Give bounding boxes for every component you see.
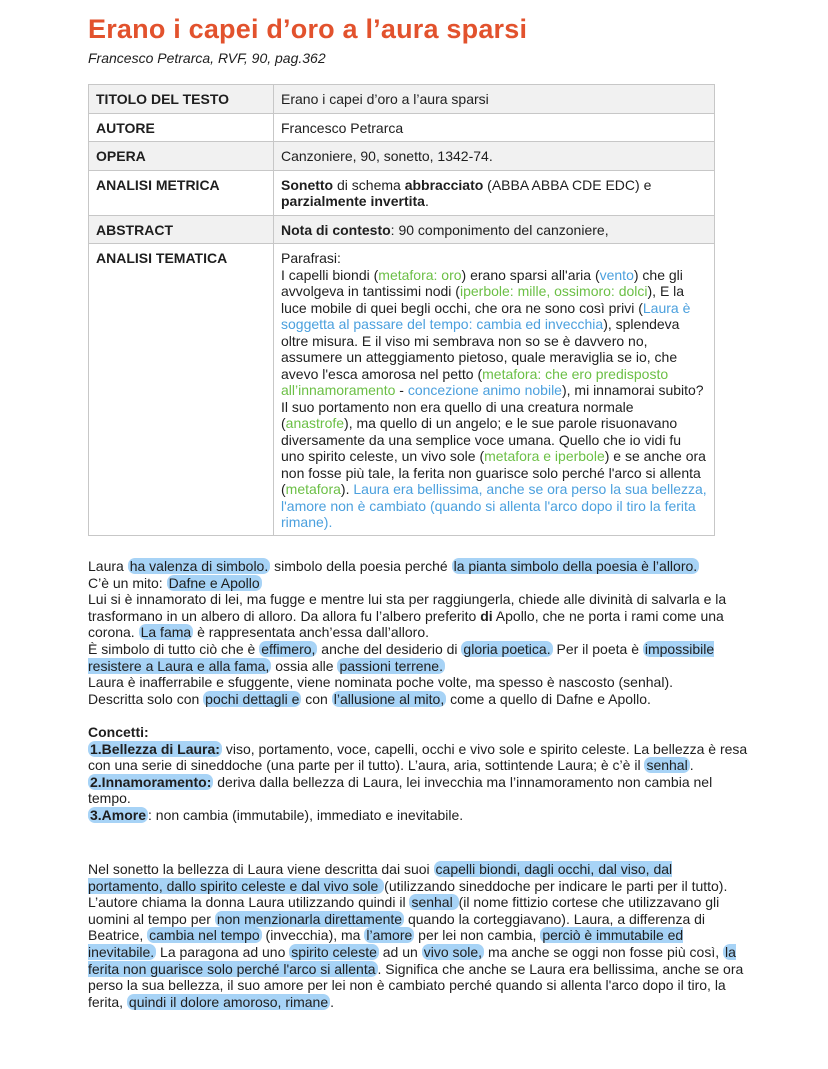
paragraph-laura-simbolo: Laura ha valenza di simbolo. simbolo della poesia perché la pianta simbolo della poesia è l’alloro. C’è un mito: Dafne e Apollo Lui si è innamorato di lei, ma fugge e mentre lui sta per raggiungerla, chiede alle divinità di salvarla e la trasformano in un albero di alloro. Da allora fu l’albero preferito di Apollo, che ne porta i rami come una corona. La fama è rappresentata anch’essa dall’alloro. È simbolo di tutto ciò che è effimero, anche del desiderio di gloria poetica. Per il poeta è impossibile resistere a Laura e alla fama, ossia alle passioni terrene. Laura è inafferrabile e sfuggente, viene nominata poche volte, ma spesso è nascosto (senhal). Descritta solo con pochi dettagli e con l’allusione al mito, come a quello di Dafne e Apollo. <box>88 558 727 707</box>
row-label: TITOLO DEL TESTO <box>89 85 274 114</box>
row-label: ABSTRACT <box>89 215 274 244</box>
row-value <box>274 244 715 536</box>
row-value: Nota di contesto: 90 componimento del canzoniere, <box>274 215 715 244</box>
parafrasi-text: I capelli biondi (metafora: oro) erano sparsi all'aria (vento) che gli avvolgeva in tantissimi nodi (iperbole: mille, ossimoro: dolci), E la luce mobile di quei begli occhi, che ora ne sono così privi (Laura è soggetta al passare del tempo: cambia ed invecchia), splendeva oltre misura. E il viso mi sembrava non so se è davvero no, assumere un atteggiamento pietoso, quale meraviglia se io, che avevo l'esca amorosa nel petto (metafora: che ero predisposto all’innamoramento - concezione animo nobile), mi innamorai subito? Il suo portamento non era quello di una creatura normale (anastrofe), ma quello di un angelo; e le sue parole risuonavano diversamente da una semplice voce umana. Quello che io vidi fu uno spirito celeste, un vivo sole (metafora e iperbole) e se anche ora non fosse più tale, la ferita non guarisce solo perché l'arco si allenta (metafora). Laura era bellissima, anche se ora perso la sua bellezza, l'amore non è cambiato (quando si allenta l'arco dopo il tiro la ferita rimane). <box>281 266 707 530</box>
table-row <box>89 113 715 142</box>
row-label: AUTORE <box>89 113 274 142</box>
row-label: ANALISI METRICA <box>89 170 274 215</box>
table-row <box>89 85 715 114</box>
parafrasi-label: Parafrasi: <box>281 250 341 266</box>
concetti-heading: Concetti: <box>88 724 149 740</box>
row-value: Francesco Petrarca <box>274 113 715 142</box>
row-value: Canzoniere, 90, sonetto, 1342-74. <box>274 142 715 171</box>
row-value: Sonetto di schema abbracciato (ABBA ABBA CDE EDC) e parzialmente invertita. <box>274 170 715 215</box>
concetto-item: 2.Innamoramento: deriva dalla bellezza di Laura, lei invecchia ma l’innamoramento non cambia nel tempo. <box>88 773 713 807</box>
table-row <box>89 244 715 536</box>
paragraph-sonetto: Nel sonetto la bellezza di Laura viene descritta dai suoi capelli biondi, dagli occhi, dal viso, dal portamento, dallo spirito celeste e dal vivo sole (utilizzando sineddoche per indicare le parti per il tutto). L’autore chiama la donna Laura utilizzando quindi il senhal (il nome fittizio cortese che utilizzavano gli uomini al tempo per non menzionarla direttamente quando la corteggiavano). Laura, a differenza di Beatrice, cambia nel tempo (invecchia), ma l’amore per lei non cambia, perciò è immutabile ed inevitabile. La paragona ad uno spirito celeste ad un vivo sole, ma anche se oggi non fosse più così, la ferita non guarisce solo perché l'arco si allenta . Significa che anche se Laura era bellissima, anche se ora perso la sua bellezza, il suo amore per lei non è cambiato perché quando si allenta l'arco dopo il tiro, la ferita, quindi il dolore amoroso, rimane . <box>88 861 744 1010</box>
row-label: ANALISI TEMATICA <box>89 244 274 536</box>
concetto-item: 1.Bellezza di Laura: viso, portamento, voce, capelli, occhi e vivo sole e spirito celeste. La bellezza è resa con una serie di sineddoche (una parte per il tutto). L’aura, aria, sottintende Laura; è c’è il senhal . <box>88 740 748 774</box>
document-title: Erano i capei d’oro a l’aura sparsi <box>88 14 528 44</box>
table-row <box>89 170 715 215</box>
concetto-item: 3.Amore : non cambia (immutabile), immediato e inevitabile. <box>90 806 464 823</box>
row-label: OPERA <box>89 142 274 171</box>
row-value: Erano i capei d’oro a l’aura sparsi <box>274 85 715 114</box>
table-row <box>89 142 715 171</box>
document-subtitle: Francesco Petrarca, RVF, 90, pag.362 <box>88 50 326 66</box>
table-row <box>89 215 715 244</box>
concetti-section <box>88 724 748 824</box>
info-table <box>88 84 715 536</box>
